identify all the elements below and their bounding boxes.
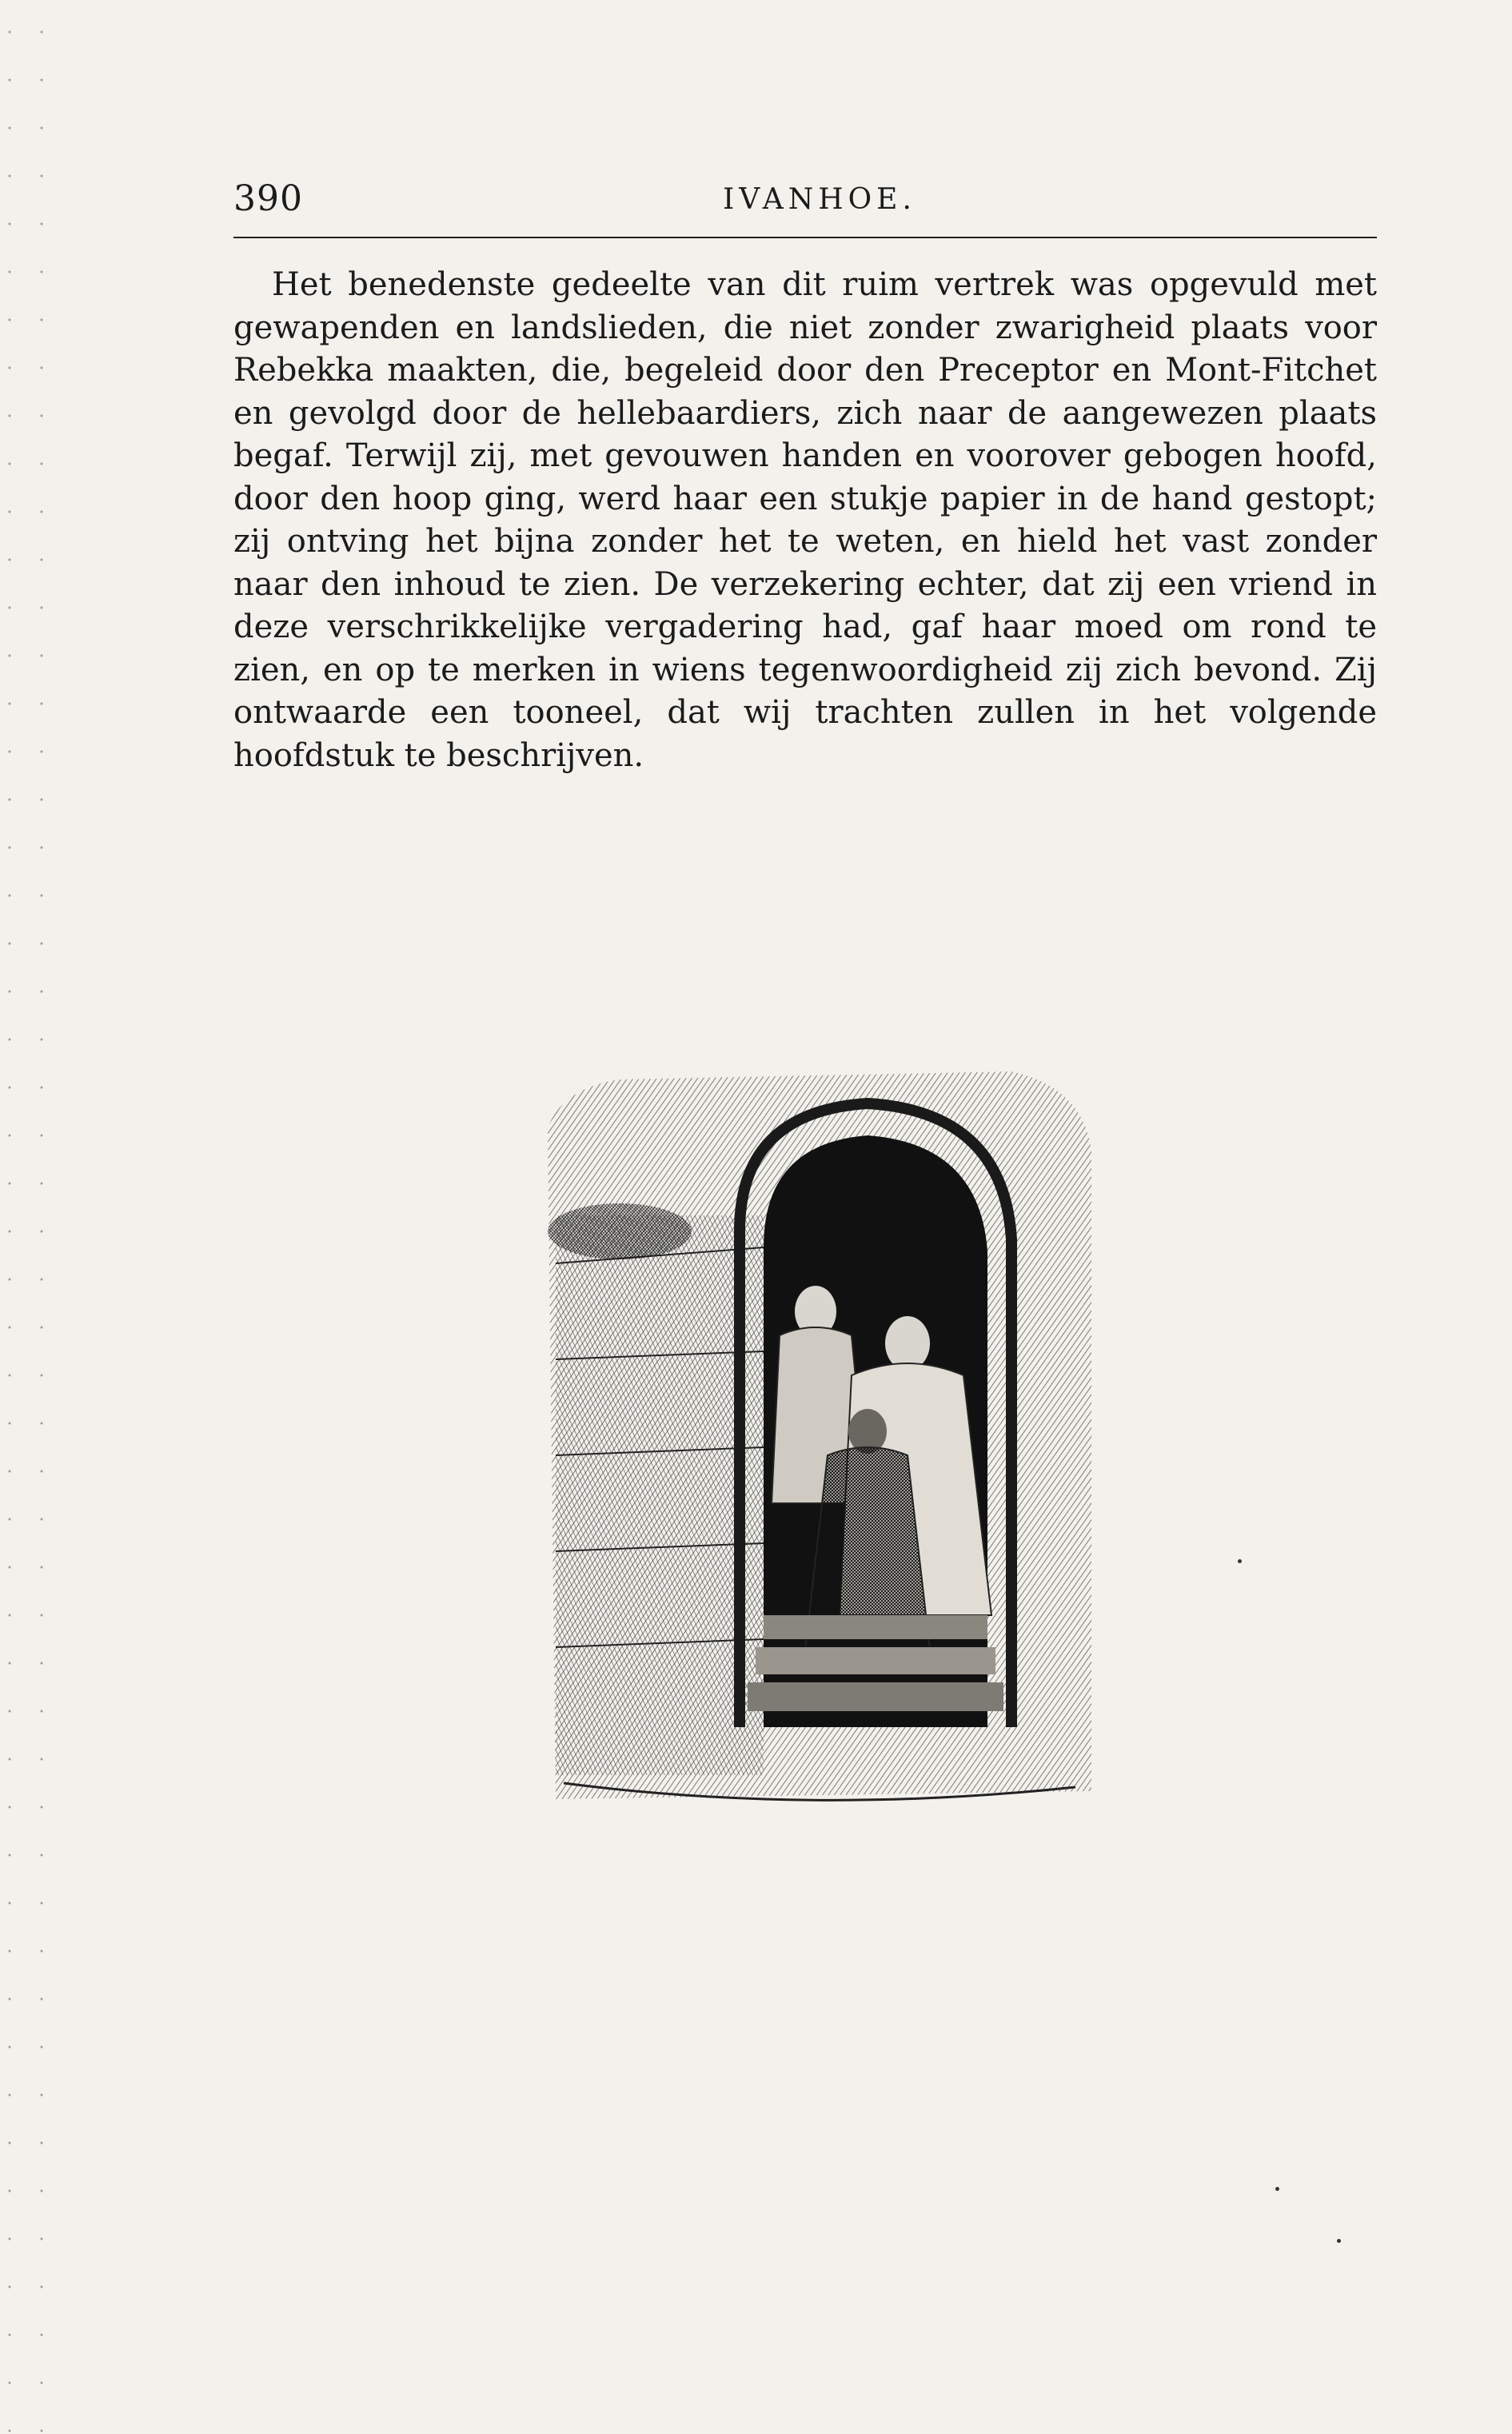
engraving-illustration bbox=[532, 1055, 1099, 1823]
page-header bbox=[233, 174, 1377, 238]
stray-ink-dot bbox=[1238, 1559, 1242, 1563]
stray-ink-dot bbox=[1337, 2239, 1341, 2243]
stray-ink-dot bbox=[1275, 2187, 1279, 2191]
running-title: IVANHOE. bbox=[723, 183, 916, 216]
body-paragraph: Het benedenste gedeelte van dit ruim vertrek was opgevuld met gewapenden en landslieden, die niet zonder zwarigheid plaats voor Rebekka maakten, die, begeleid door den Preceptor en Mont-Fitchet en gevolgd door de hellebaardiers, zich naar de aangewezen plaats begaf. Terwijl zij, met gevouwen handen en voorover gebogen hoofd, door den hoop ging, werd haar een stukje papier in de hand gestopt; zij ontving het bijna zonder het te weten, en hield het vast zonder naar den inhoud te zien. De verzekering echter, dat zij een vriend in deze verschrikkelijke vergadering had, gaf haar moed om rond te zien, en op te merken in wiens tegenwoordigheid zij zich bevond. Zij ontwaarde een tooneel, dat wij trachten zullen in het volgende hoofdstuk te beschrijven. bbox=[233, 266, 1377, 774]
page-edge-speckle bbox=[0, 0, 56, 2434]
engraving-figures-in-stone-doorway-icon bbox=[532, 1055, 1099, 1823]
page-number: 390 bbox=[233, 178, 303, 219]
